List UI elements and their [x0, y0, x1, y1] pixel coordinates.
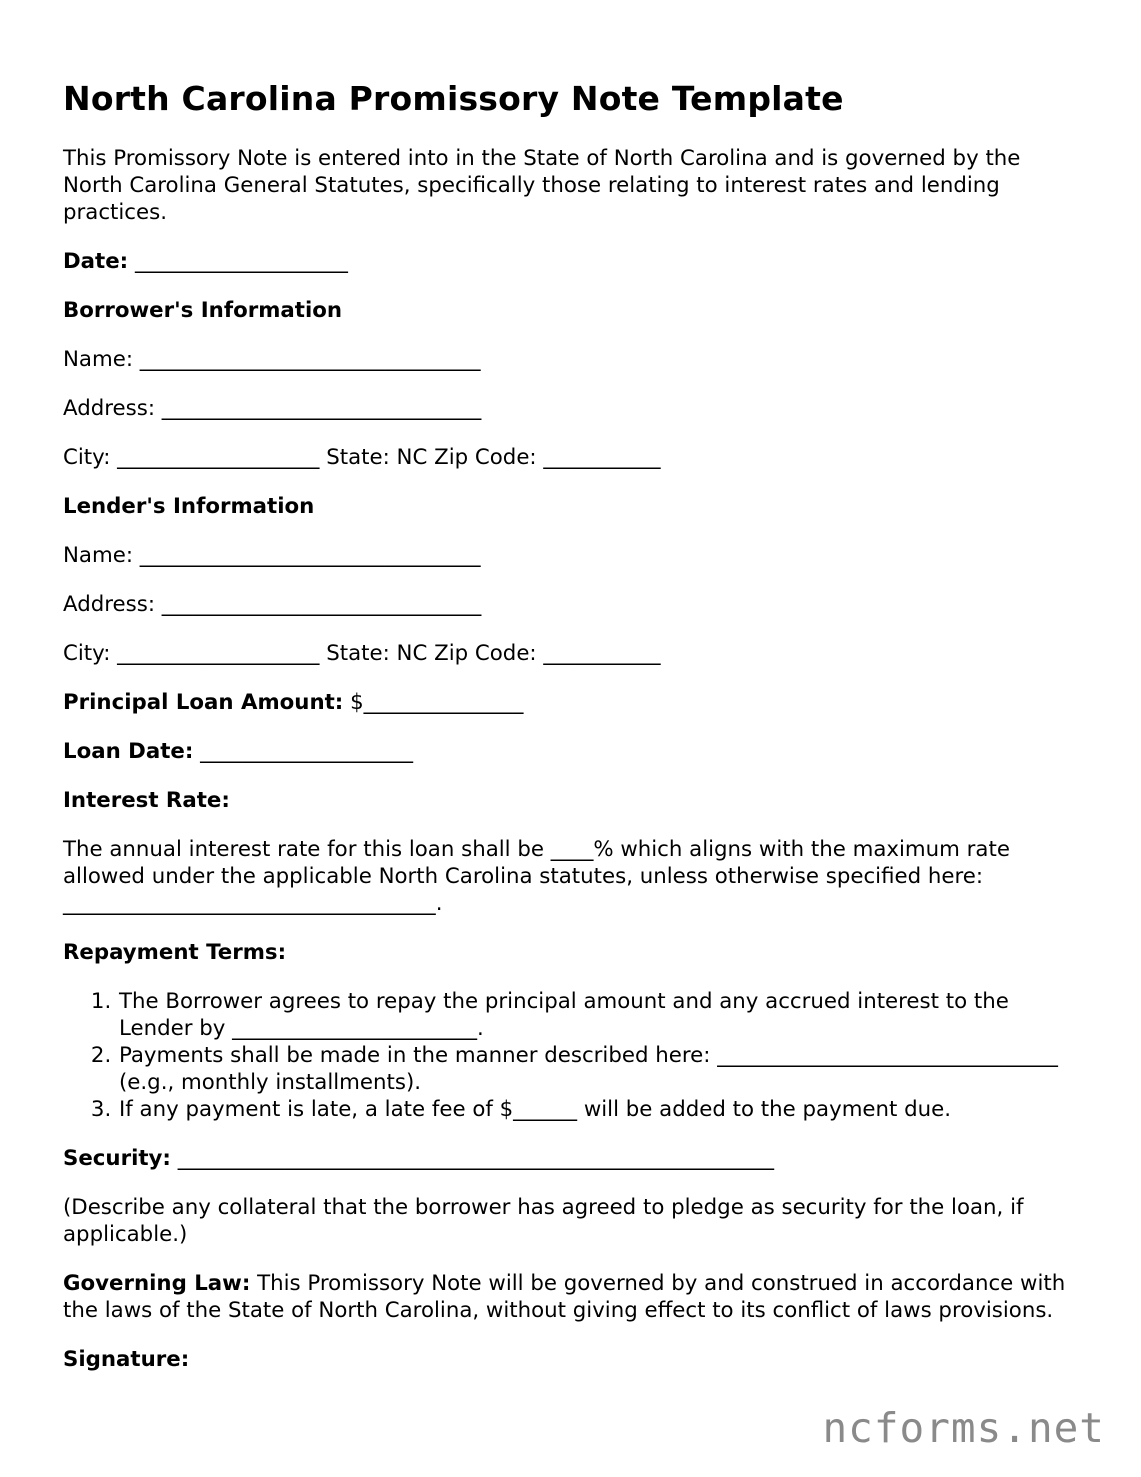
watermark: ncforms.net	[822, 1404, 1105, 1452]
interest-paragraph: The annual interest rate for this loan shall be ____% which aligns with the maximum rate allowed under the applicable North Carolina statutes, unless otherwise specified here: ___________________________________.	[63, 837, 1010, 916]
lender-city-line: City: ___________________ State: NC Zip Code: ___________	[63, 641, 661, 666]
principal-field	[63, 689, 1078, 716]
page-title: North Carolina Promissory Note Template	[63, 79, 844, 118]
security-blank: ________________________________________________________	[170, 1146, 775, 1171]
loan-date-field	[63, 738, 1078, 765]
borrower-heading: Borrower's Information	[63, 298, 343, 323]
loan-date-blank: ____________________	[193, 739, 414, 764]
document-page	[63, 78, 1078, 1373]
repayment-heading: Repayment Terms:	[63, 940, 287, 965]
lender-address-field: Address: ______________________________	[63, 592, 482, 617]
governing-law-paragraph	[63, 1270, 1078, 1324]
governing-law-label: Governing Law:	[63, 1271, 251, 1296]
list-item: 3. If any payment is late, a late fee of $______ will be added to the payment due.	[118, 1096, 1078, 1123]
signature-heading: Signature:	[63, 1347, 190, 1372]
date-label: Date:	[63, 249, 129, 274]
date-blank: ____________________	[128, 249, 348, 274]
repayment-list	[63, 988, 1078, 1123]
list-item: 2. Payments shall be made in the manner described here: ________________________________ (e.g., monthly installments).	[118, 1042, 1078, 1096]
principal-label: Principal Loan Amount:	[63, 690, 344, 715]
list-item: 1. The Borrower agrees to repay the principal amount and any accrued interest to the Lender by _______________________.	[118, 988, 1078, 1042]
borrower-name-field: Name: ________________________________	[63, 347, 481, 372]
security-field	[63, 1145, 1078, 1172]
principal-blank: $_______________	[343, 690, 524, 715]
lender-heading: Lender's Information	[63, 494, 315, 519]
intro-paragraph: This Promissory Note is entered into in the State of North Carolina and is governed by the North Carolina General Statutes, specifically those relating to interest rates and lending practices.	[63, 146, 1021, 225]
governing-law-text: This Promissory Note will be governed by and construed in accordance with the laws of the State of North Carolina, without giving effect to its conflict of laws provisions.	[63, 1271, 1066, 1323]
lender-name-field: Name: ________________________________	[63, 543, 481, 568]
borrower-address-field: Address: ______________________________	[63, 396, 482, 421]
date-field	[63, 248, 1078, 275]
security-note: (Describe any collateral that the borrower has agreed to pledge as security for the loan, if applicable.)	[63, 1195, 1024, 1247]
security-label: Security:	[63, 1146, 171, 1171]
borrower-city-line: City: ___________________ State: NC Zip Code: ___________	[63, 445, 661, 470]
interest-heading: Interest Rate:	[63, 788, 230, 813]
loan-date-label: Loan Date:	[63, 739, 194, 764]
